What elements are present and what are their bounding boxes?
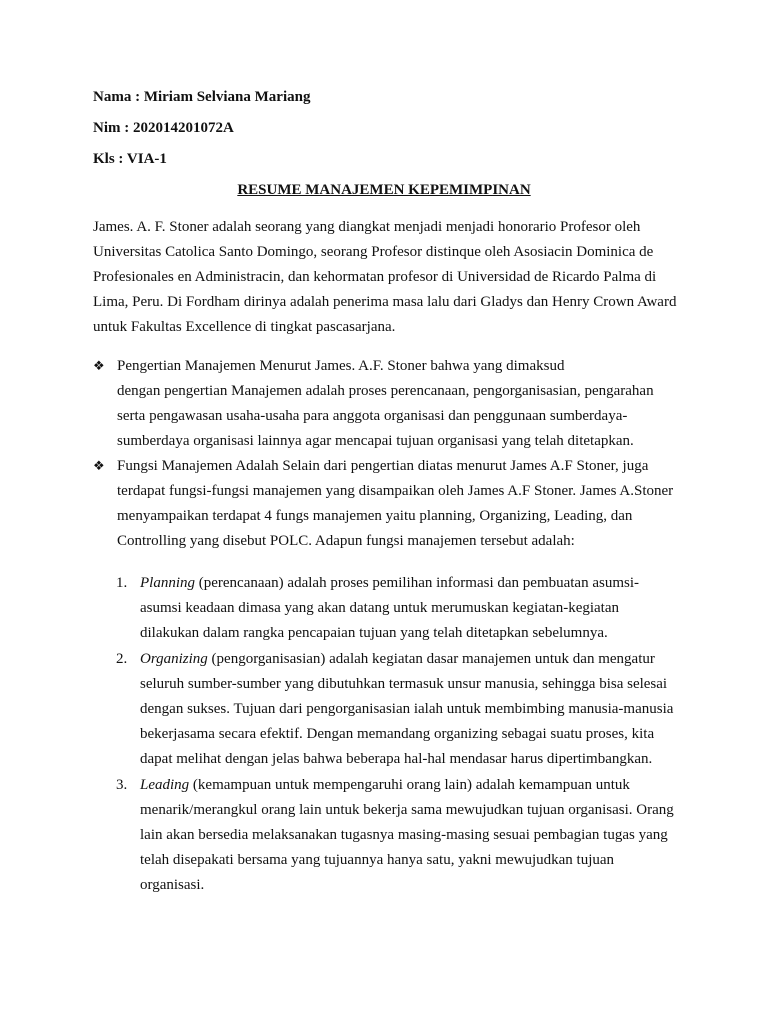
bullet-item-definition xyxy=(93,354,683,454)
function-list xyxy=(116,571,676,899)
function-item-organizing xyxy=(116,647,676,773)
bullet-text: Fungsi Manajemen Adalah Selain dari pengertian diatas menurut James A.F Stoner, juga terdapat fungsi-fungsi manajemen yang disampaikan oleh James A.F Stoner. James A.Stoner menyampaikan terdapat 4 fungs manajemen yaitu planning, Organizing, Leading, dan Controlling yang disebut POLC. Adapun fungsi manajemen tersebut adalah: xyxy=(117,458,674,549)
bullet-heading: Pengertian Manajemen Menurut James. A.F. Stoner bahwa yang dimaksud xyxy=(117,358,565,374)
bullet-list xyxy=(93,354,683,554)
diamond-bullet-icon: ❖ xyxy=(93,359,105,374)
function-term: Planning xyxy=(140,575,195,591)
function-item-planning xyxy=(116,571,676,647)
student-nim: Nim : 202014201072A xyxy=(93,120,234,136)
diamond-bullet-icon: ❖ xyxy=(93,459,105,474)
intro-text: James. A. F. Stoner adalah seorang yang diangkat menjadi menjadi honorario Profesor oleh Universitas Catolica Santo Domingo, seorang Profesor distinque oleh Asosiacin Dominica de Profesionales en Administracin, dan kehormatan profesor di Universidad de Ricardo Palma di Lima, Peru. Di Fordham dirinya adalah penerima masa lalu dari Gladys dan Henry Crown Award untuk Fakultas Excellence di tingkat pascasarjana. xyxy=(93,219,677,335)
intro-paragraph xyxy=(93,215,683,340)
student-name: Nama : Miriam Selviana Mariang xyxy=(93,89,311,105)
bullet-text: dengan pengertian Manajemen adalah proses perencanaan, pengorganisasian, pengarahan serta pengawasan usaha-usaha para anggota organisasi dan penggunaan sumberdaya-sumberdaya organisasi lainnya agar mencapai tujuan organisasi yang telah ditetapkan. xyxy=(117,383,654,449)
bullet-item-functions xyxy=(93,454,683,554)
list-number: 2. xyxy=(116,650,128,667)
list-number: 1. xyxy=(116,575,128,591)
function-term: Leading xyxy=(140,776,190,793)
function-text: (perencanaan) adalah proses pemilihan informasi dan pembuatan asumsi-asumsi keadaan dimasa yang akan datang untuk merumuskan kegiatan-kegiatan dilakukan dalam rangka pencapaian tujuan yang telah ditetapkan sebelumnya. xyxy=(140,575,640,642)
document-title: RESUME MANAJEMEN KEPEMIMPINAN xyxy=(237,182,531,198)
function-text: (kemampuan untuk mempengaruhi orang lain) adalah kemampuan untuk menarik/merangkul orang lain untuk bekerja sama mewujudkan tujuan organisasi. Orang lain akan bersedia melaksanakan tugasnya masing-masing sesuai pembagian tugas yang telah disepakati bersama yang tujuannya hanya satu, yakni mewujudkan tujuan organisasi. xyxy=(140,776,674,894)
list-number: 3. xyxy=(116,776,128,793)
function-item-leading xyxy=(116,773,676,899)
student-class: Kls : VIA-1 xyxy=(93,151,167,167)
function-text: (pengorganisasian) adalah kegiatan dasar manajemen untuk dan mengatur seluruh sumber-sumber yang dibutuhkan termasuk unsur manusia, sehingga bisa selesai dengan sukses. Tujuan dari pengorganisasian ialah untuk membimbing manusia-manusia bekerjasama secara efektif. Dengan memandang organizing sebagai suatu proses, kita dapat melihat dengan jelas bahwa beberapa hal-hal mendasar harus dipertimbangkan. xyxy=(140,650,674,768)
function-term: Organizing xyxy=(140,650,208,667)
